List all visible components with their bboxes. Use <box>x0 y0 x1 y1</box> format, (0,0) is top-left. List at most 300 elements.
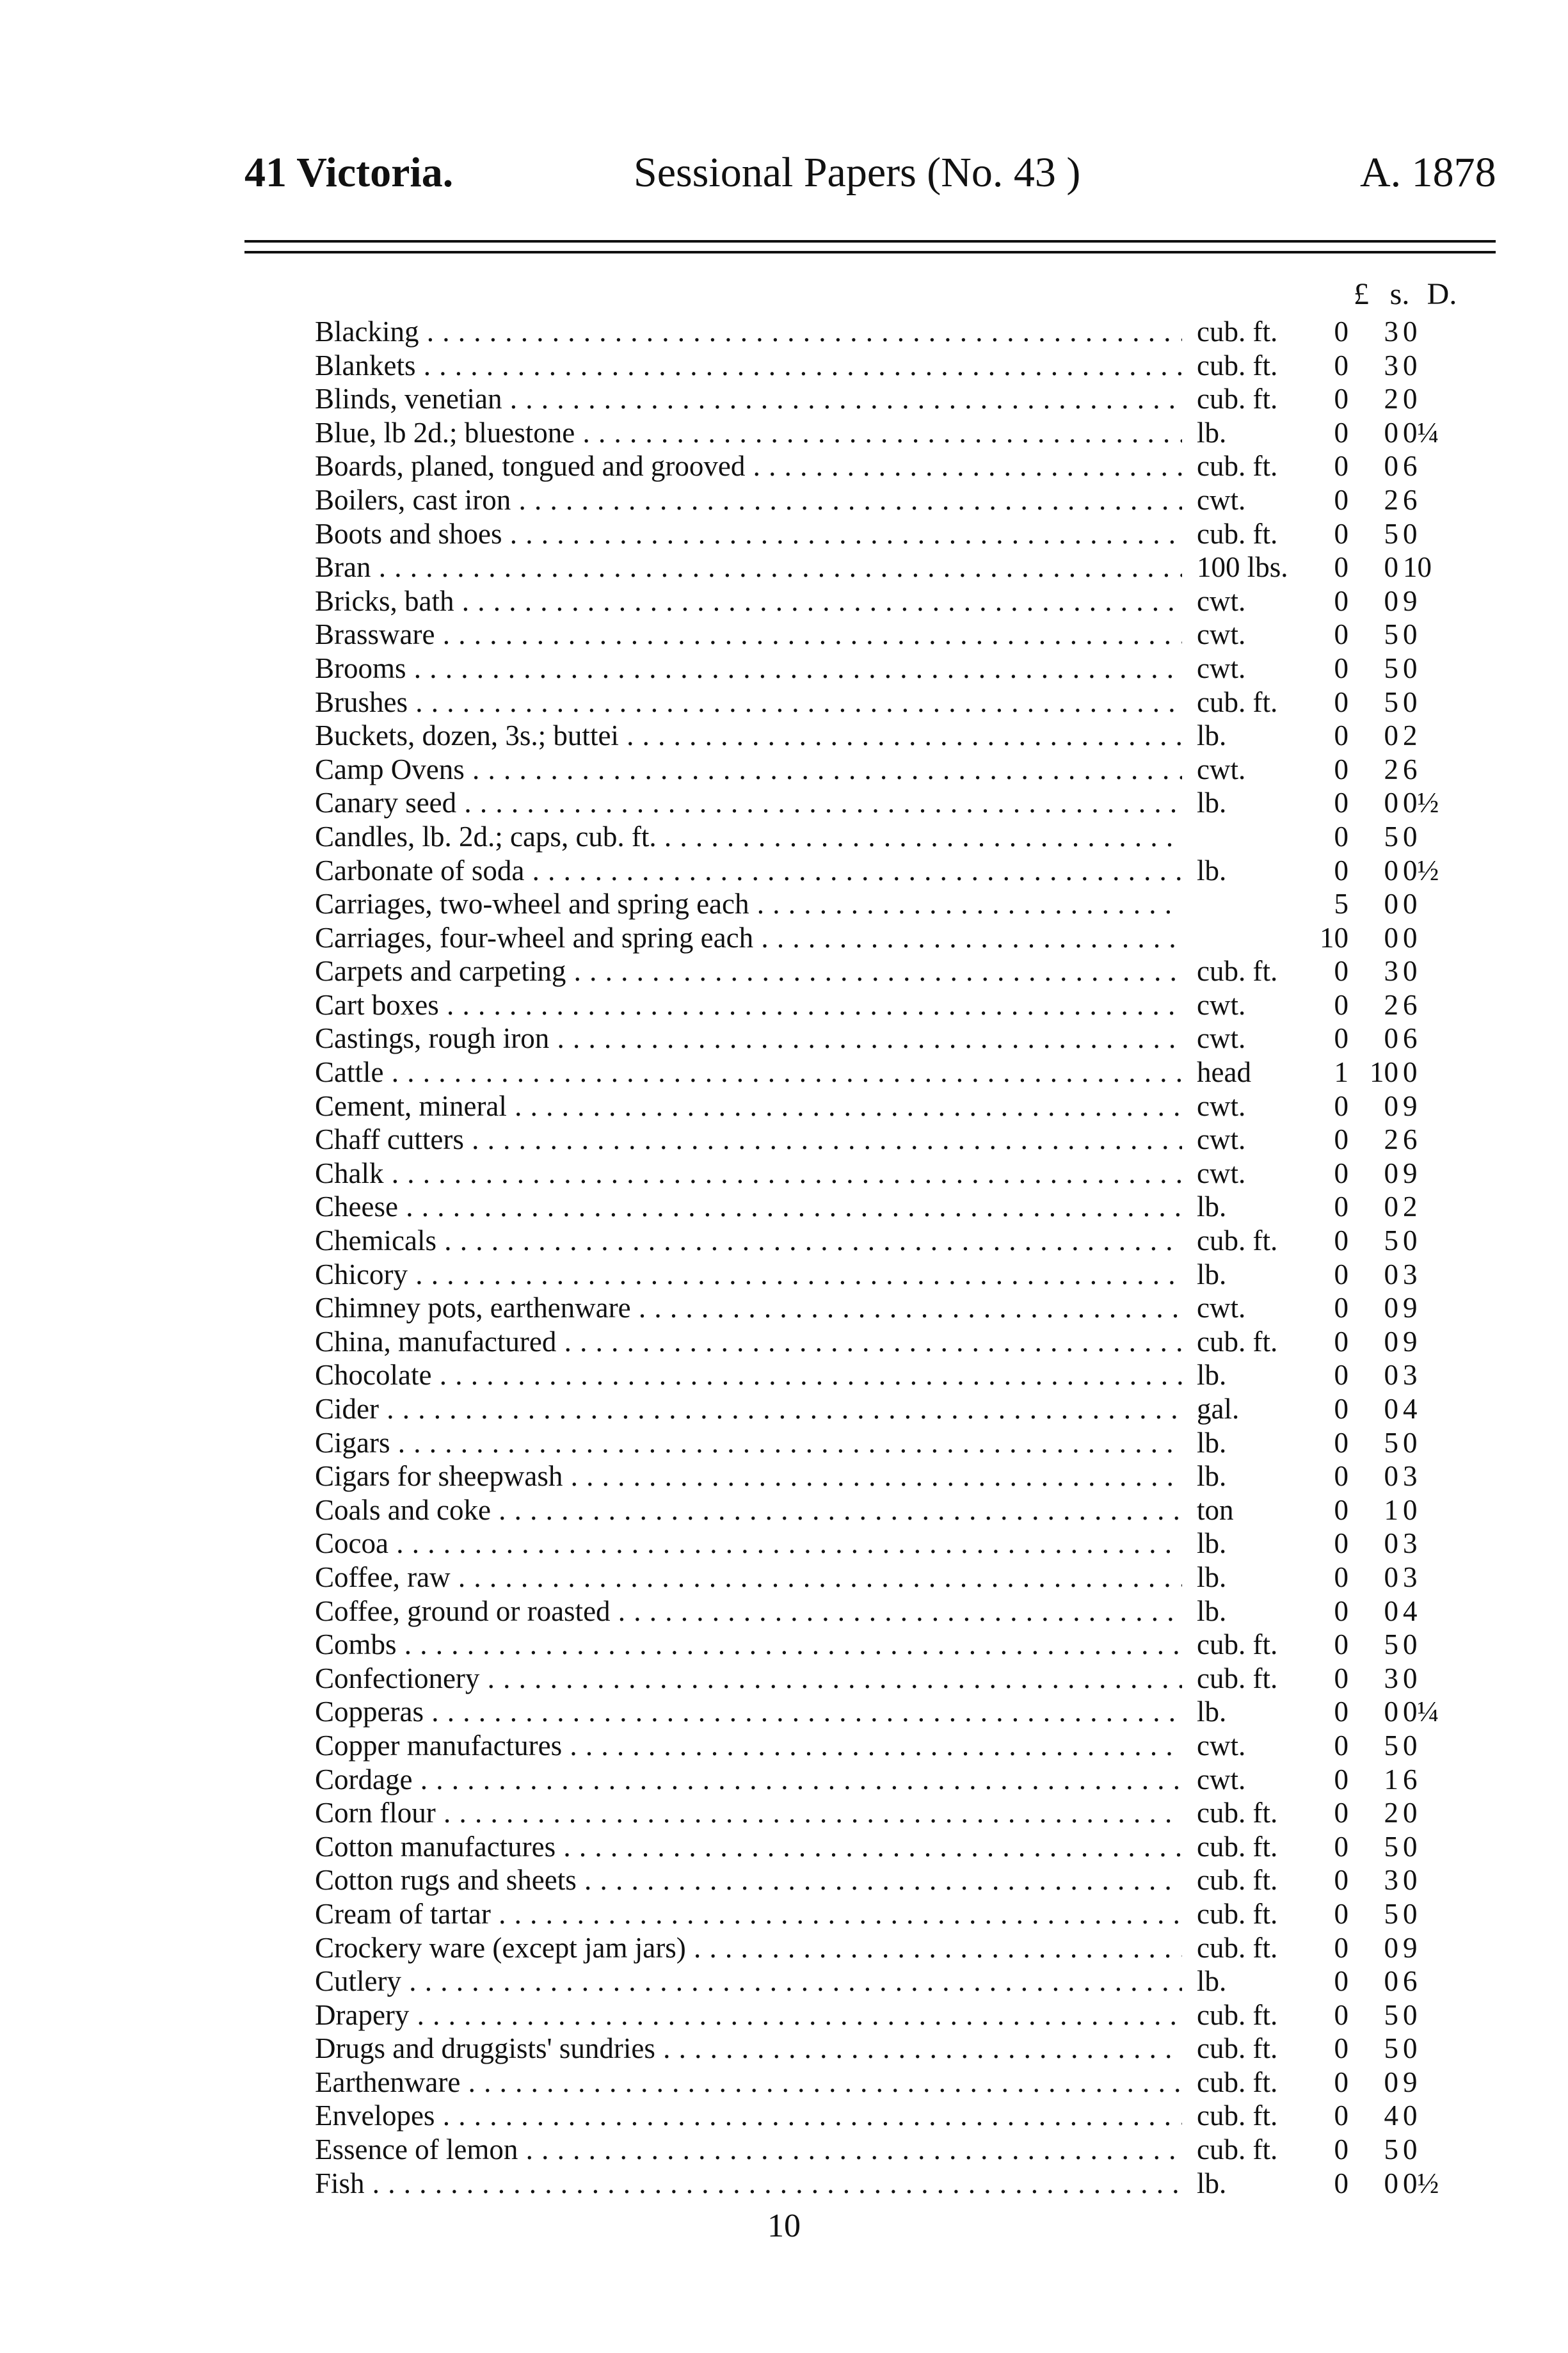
rate-pounds: 0 <box>1334 1897 1348 1930</box>
rate-shillings: 0 <box>1384 2066 1398 2098</box>
rate-shillings: 5 <box>1384 652 1398 684</box>
item-unit: cwt. <box>1197 1157 1325 1191</box>
item-name: Camp Ovens . . . <box>315 753 1182 787</box>
column-header-pence: D. <box>1427 277 1457 311</box>
rate-pounds: 0 <box>1334 1931 1348 1964</box>
rate-pounds: 0 <box>1334 988 1348 1021</box>
table-row <box>315 2167 1499 2201</box>
table-row <box>315 618 1499 652</box>
rate-pounds: 0 <box>1334 1157 1348 1189</box>
rate-pounds: 0 <box>1334 1426 1348 1459</box>
rate-pence: 0 <box>1403 383 1418 415</box>
table-row <box>315 753 1499 787</box>
rate-pounds: 0 <box>1334 1561 1348 1593</box>
item-name: Boots and shoes . . . <box>315 517 1182 551</box>
rate-shillings: 2 <box>1384 988 1398 1021</box>
item-name: Candles, lb. 2d.; caps, cub. ft. . . . <box>315 820 1182 854</box>
rate-pence: 6 <box>1403 1123 1418 1156</box>
rate-pounds: 0 <box>1334 2032 1348 2065</box>
table-row <box>315 1729 1499 1763</box>
rate-pounds: 0 <box>1334 316 1348 348</box>
rate-pence: 6 <box>1403 450 1418 483</box>
item-unit: lb. <box>1197 2167 1325 2201</box>
rate-shillings: 0 <box>1384 888 1398 920</box>
rate-shillings: 5 <box>1384 1426 1398 1459</box>
item-unit: cub. ft. <box>1197 2133 1325 2167</box>
rate-pounds: 0 <box>1334 517 1348 550</box>
item-unit: lb. <box>1197 1527 1325 1561</box>
header-title: Sessional Papers (No. 43 ) <box>634 149 1081 196</box>
item-unit: ton <box>1197 1493 1325 1527</box>
item-name: Bran . . . <box>315 550 1182 584</box>
item-unit: cub. ft. <box>1197 1897 1325 1931</box>
rate-pence: 6 <box>1403 1763 1418 1795</box>
table-row <box>315 1763 1499 1797</box>
tariff-table <box>315 315 1499 2200</box>
table-row <box>315 820 1499 854</box>
table-row <box>315 349 1499 383</box>
rate-pounds: 0 <box>1334 1998 1348 2031</box>
table-row <box>315 1459 1499 1493</box>
table-row <box>315 449 1499 483</box>
item-name: Carriages, four-wheel and spring each . . . <box>315 921 1182 955</box>
rate-pence: 0 <box>1403 1729 1418 1762</box>
rate-pounds: 0 <box>1334 719 1348 752</box>
item-unit: cub. ft. <box>1197 1662 1325 1696</box>
rate-pence: 6 <box>1403 1022 1418 1055</box>
rate-shillings: 5 <box>1384 820 1398 853</box>
item-unit: cub. ft. <box>1197 1931 1325 1965</box>
item-unit: cwt. <box>1197 483 1325 517</box>
rate-pence: 2 <box>1403 719 1418 752</box>
item-name: Cigars . . . <box>315 1426 1182 1460</box>
rate-shillings: 3 <box>1384 349 1398 381</box>
table-row <box>315 1224 1499 1258</box>
item-name: Cutlery . . . <box>315 1964 1182 1998</box>
rate-shillings: 0 <box>1384 1191 1398 1223</box>
rate-pounds: 0 <box>1334 551 1348 584</box>
table-row <box>315 1897 1499 1931</box>
rate-pence: 3 <box>1403 1561 1418 1593</box>
item-unit: cub. ft. <box>1197 2099 1325 2133</box>
item-name: Brushes . . . <box>315 686 1182 719</box>
rate-shillings: 3 <box>1384 316 1398 348</box>
rate-shillings: 0 <box>1384 1089 1398 1122</box>
table-row <box>315 988 1499 1022</box>
rate-pounds: 0 <box>1334 1628 1348 1661</box>
item-unit: cub. ft. <box>1197 1325 1325 1359</box>
item-name: Boilers, cast iron . . . <box>315 483 1182 517</box>
rate-pence: 0 <box>1403 1830 1418 1863</box>
item-unit: lb. <box>1197 1258 1325 1292</box>
table-row <box>315 1258 1499 1292</box>
item-name: Chicory . . . <box>315 1258 1182 1292</box>
rate-pounds: 1 <box>1334 1056 1348 1089</box>
table-row <box>315 315 1499 349</box>
rate-pounds: 0 <box>1334 1830 1348 1863</box>
item-unit: lb. <box>1197 854 1325 888</box>
item-name: Chaff cutters . . . <box>315 1123 1182 1157</box>
item-name: Chalk . . . <box>315 1157 1182 1191</box>
rate-shillings: 0 <box>1384 2167 1398 2199</box>
rate-shillings: 0 <box>1384 1965 1398 1998</box>
table-row <box>315 652 1499 686</box>
table-row <box>315 1561 1499 1594</box>
table-row <box>315 517 1499 551</box>
table-row <box>315 1863 1499 1897</box>
rate-shillings: 5 <box>1384 2032 1398 2065</box>
table-row <box>315 1594 1499 1628</box>
item-name: Coffee, ground or roasted . . . <box>315 1594 1182 1628</box>
rate-pence: 0 <box>1403 1426 1418 1459</box>
item-unit: lb. <box>1197 786 1325 820</box>
rate-pounds: 0 <box>1334 1797 1348 1829</box>
item-unit: cub. ft. <box>1197 2032 1325 2066</box>
item-unit: lb. <box>1197 416 1325 450</box>
item-name: Cordage . . . <box>315 1763 1182 1797</box>
rate-pence: 0½ <box>1403 2167 1439 2199</box>
table-row <box>315 584 1499 618</box>
rate-pence: 0 <box>1403 820 1418 853</box>
header-rule-top <box>244 240 1496 243</box>
rate-pence: 9 <box>1403 1931 1418 1964</box>
item-name: Confectionery . . . <box>315 1662 1182 1696</box>
rate-pence: 0 <box>1403 316 1418 348</box>
item-unit: cwt. <box>1197 652 1325 686</box>
rate-pounds: 0 <box>1334 416 1348 449</box>
rate-shillings: 0 <box>1384 1594 1398 1627</box>
item-name: Essence of lemon . . . <box>315 2133 1182 2167</box>
item-unit: lb. <box>1197 1561 1325 1594</box>
rate-pence: 9 <box>1403 1089 1418 1122</box>
rate-pounds: 5 <box>1334 888 1348 920</box>
header-volume: A. 1878 <box>1360 149 1496 196</box>
rate-shillings: 5 <box>1384 618 1398 651</box>
item-name: Cart boxes . . . <box>315 988 1182 1022</box>
table-row <box>315 416 1499 450</box>
rate-shillings: 2 <box>1384 483 1398 516</box>
item-name: Canary seed . . . <box>315 786 1182 820</box>
rate-shillings: 0 <box>1384 1157 1398 1189</box>
rate-shillings: 0 <box>1384 1561 1398 1593</box>
rate-shillings: 2 <box>1384 1797 1398 1829</box>
rate-shillings: 5 <box>1384 1729 1398 1762</box>
table-row <box>315 2032 1499 2066</box>
item-name: Corn flour . . . <box>315 1796 1182 1830</box>
rate-pounds: 0 <box>1334 1965 1348 1998</box>
rate-pence: 3 <box>1403 1527 1418 1560</box>
rate-pounds: 0 <box>1334 820 1348 853</box>
rate-shillings: 0 <box>1384 1393 1398 1425</box>
rate-pounds: 0 <box>1334 1258 1348 1290</box>
table-row <box>315 1493 1499 1527</box>
item-name: Earthenware . . . <box>315 2066 1182 2100</box>
rate-shillings: 5 <box>1384 1225 1398 1257</box>
item-unit: cwt. <box>1197 1763 1325 1797</box>
rate-pence: 0 <box>1403 1628 1418 1661</box>
item-unit: cub. ft. <box>1197 1830 1325 1864</box>
header-rule-bottom <box>244 251 1496 253</box>
rate-pounds: 0 <box>1334 1225 1348 1257</box>
rate-pence: 3 <box>1403 1359 1418 1392</box>
table-row <box>315 1157 1499 1191</box>
table-row <box>315 954 1499 988</box>
item-unit: cub. ft. <box>1197 686 1325 719</box>
item-unit: cub. ft. <box>1197 1796 1325 1830</box>
item-name: Envelopes . . . <box>315 2099 1182 2133</box>
rate-shillings: 0 <box>1384 1527 1398 1560</box>
item-unit: lb. <box>1197 1190 1325 1224</box>
item-name: Cattle . . . <box>315 1056 1182 1089</box>
item-name: Crockery ware (except jam jars) . . . <box>315 1931 1182 1965</box>
table-row <box>315 887 1499 921</box>
item-name: Cider . . . <box>315 1392 1182 1426</box>
item-unit: 100 lbs. <box>1197 550 1325 584</box>
header-year: 41 Victoria. <box>244 149 454 196</box>
table-row <box>315 483 1499 517</box>
rate-shillings: 0 <box>1384 1022 1398 1055</box>
rate-shillings: 5 <box>1384 1628 1398 1661</box>
rate-pence: 0 <box>1403 349 1418 381</box>
item-unit: lb. <box>1197 1695 1325 1729</box>
table-row <box>315 2133 1499 2167</box>
item-name: Coals and coke . . . <box>315 1493 1182 1527</box>
item-unit: cub. ft. <box>1197 449 1325 483</box>
rate-pounds: 0 <box>1334 1359 1348 1392</box>
rate-pounds: 0 <box>1334 1662 1348 1694</box>
item-name: Cigars for sheepwash . . . <box>315 1459 1182 1493</box>
table-row <box>315 1022 1499 1056</box>
item-unit: lb. <box>1197 1964 1325 1998</box>
rate-pence: 0 <box>1403 1225 1418 1257</box>
table-row <box>315 1426 1499 1460</box>
rate-pounds: 0 <box>1334 652 1348 684</box>
table-row <box>315 1190 1499 1224</box>
rate-shillings: 0 <box>1384 1258 1398 1290</box>
rate-pence: 9 <box>1403 1157 1418 1189</box>
rate-pounds: 0 <box>1334 618 1348 651</box>
item-name: Carriages, two-wheel and spring each . . . <box>315 887 1182 921</box>
item-name: Chimney pots, earthenware . . . <box>315 1291 1182 1325</box>
table-row <box>315 1662 1499 1696</box>
rate-pence: 0¼ <box>1403 416 1439 449</box>
item-name: Brooms . . . <box>315 652 1182 686</box>
item-unit: cwt. <box>1197 584 1325 618</box>
table-row <box>315 686 1499 719</box>
rate-pounds: 0 <box>1334 1123 1348 1156</box>
rate-pounds: 0 <box>1334 1729 1348 1762</box>
rate-pence: 6 <box>1403 1965 1418 1998</box>
rate-shillings: 5 <box>1384 2133 1398 2166</box>
rate-pounds: 0 <box>1334 450 1348 483</box>
item-name: Drapery . . . <box>315 1998 1182 2032</box>
rate-shillings: 0 <box>1384 551 1398 584</box>
item-unit: gal. <box>1197 1392 1325 1426</box>
item-unit: lb. <box>1197 1426 1325 1460</box>
rate-shillings: 0 <box>1384 1359 1398 1392</box>
rate-pence: 0 <box>1403 1998 1418 2031</box>
rate-shillings: 0 <box>1384 719 1398 752</box>
rate-pence: 0 <box>1403 2133 1418 2166</box>
rate-shillings: 3 <box>1384 955 1398 988</box>
item-name: Cocoa . . . <box>315 1527 1182 1561</box>
rate-pence: 0 <box>1403 618 1418 651</box>
rate-pence: 4 <box>1403 1594 1418 1627</box>
table-row <box>315 1830 1499 1864</box>
table-row <box>315 382 1499 416</box>
item-unit: cwt. <box>1197 1089 1325 1123</box>
item-name: Chemicals . . . <box>315 1224 1182 1258</box>
rate-shillings: 0 <box>1384 787 1398 819</box>
item-unit: cub. ft. <box>1197 382 1325 416</box>
table-row <box>315 1392 1499 1426</box>
rate-pence: 9 <box>1403 2066 1418 2098</box>
rate-pence: 0 <box>1403 517 1418 550</box>
rate-shillings: 4 <box>1384 2100 1398 2132</box>
table-row <box>315 550 1499 584</box>
item-name: Fish . . . <box>315 2167 1182 2201</box>
item-name: Chocolate . . . <box>315 1358 1182 1392</box>
rate-pence: 0 <box>1403 2032 1418 2065</box>
column-header-shillings: s. <box>1389 277 1410 311</box>
item-name: Buckets, dozen, 3s.; buttei . . . <box>315 719 1182 753</box>
rate-pounds: 0 <box>1334 854 1348 887</box>
item-unit: cub. ft. <box>1197 1628 1325 1662</box>
table-row <box>315 1998 1499 2032</box>
table-row <box>315 1123 1499 1157</box>
rate-pence: 0 <box>1403 1493 1418 1526</box>
rate-pence: 3 <box>1403 1258 1418 1290</box>
item-unit: cwt. <box>1197 753 1325 787</box>
rate-pence: 0½ <box>1403 787 1439 819</box>
rate-pounds: 0 <box>1334 1089 1348 1122</box>
rate-shillings: 1 <box>1384 1493 1398 1526</box>
rate-pounds: 0 <box>1334 1191 1348 1223</box>
item-name: Cream of tartar . . . <box>315 1897 1182 1931</box>
table-row <box>315 719 1499 753</box>
item-name: Combs . . . <box>315 1628 1182 1662</box>
rate-pence: 0 <box>1403 955 1418 988</box>
rate-pounds: 0 <box>1334 2066 1348 2098</box>
item-name: Copperas . . . <box>315 1695 1182 1729</box>
rate-shillings: 3 <box>1384 1662 1398 1694</box>
rate-shillings: 0 <box>1384 921 1398 954</box>
rate-pounds: 0 <box>1334 2100 1348 2132</box>
rate-pounds: 0 <box>1334 1393 1348 1425</box>
rate-pounds: 0 <box>1334 2167 1348 2199</box>
rate-shillings: 10 <box>1370 1056 1398 1089</box>
item-name: Cotton manufactures . . . <box>315 1830 1182 1864</box>
rate-pence: 2 <box>1403 1191 1418 1223</box>
rate-pence: 6 <box>1403 483 1418 516</box>
item-unit: cub. ft. <box>1197 1863 1325 1897</box>
item-name: Blacking . . . <box>315 315 1182 349</box>
item-unit: lb. <box>1197 1459 1325 1493</box>
rate-pence: 9 <box>1403 1292 1418 1324</box>
item-unit: cub. ft. <box>1197 315 1325 349</box>
rate-pounds: 0 <box>1334 1763 1348 1795</box>
item-name: Copper manufactures . . . <box>315 1729 1182 1763</box>
rate-pounds: 0 <box>1334 1594 1348 1627</box>
rate-pounds: 0 <box>1334 1022 1348 1055</box>
table-row <box>315 1931 1499 1965</box>
item-name: Cotton rugs and sheets . . . <box>315 1863 1182 1897</box>
rate-pence: 0 <box>1403 652 1418 684</box>
rate-pence: 9 <box>1403 584 1418 617</box>
rate-pence: 0 <box>1403 1797 1418 1829</box>
rate-pence: 0 <box>1403 1662 1418 1694</box>
table-row <box>315 1628 1499 1662</box>
table-row <box>315 1796 1499 1830</box>
rate-shillings: 0 <box>1384 1460 1398 1493</box>
rate-shillings: 5 <box>1384 686 1398 718</box>
rate-pence: 0 <box>1403 686 1418 718</box>
item-unit: cub. ft. <box>1197 517 1325 551</box>
item-unit: cwt. <box>1197 1291 1325 1325</box>
rate-pence: 0 <box>1403 2100 1418 2132</box>
item-name: Carpets and carpeting . . . <box>315 954 1182 988</box>
table-row <box>315 1358 1499 1392</box>
item-name: Boards, planed, tongued and grooved . . . <box>315 449 1182 483</box>
item-unit: head <box>1197 1056 1325 1089</box>
table-row <box>315 1695 1499 1729</box>
rate-pounds: 0 <box>1334 1292 1348 1324</box>
rate-pounds: 0 <box>1334 1527 1348 1560</box>
rate-pence: 0 <box>1403 1864 1418 1897</box>
item-name: Blinds, venetian . . . <box>315 382 1182 416</box>
rate-pence: 4 <box>1403 1393 1418 1425</box>
table-row <box>315 2066 1499 2100</box>
item-name: Coffee, raw . . . <box>315 1561 1182 1594</box>
table-row <box>315 786 1499 820</box>
table-row <box>315 2099 1499 2133</box>
rate-shillings: 0 <box>1384 1931 1398 1964</box>
rate-shillings: 0 <box>1384 416 1398 449</box>
item-unit: cwt. <box>1197 1123 1325 1157</box>
table-row <box>315 1291 1499 1325</box>
rate-shillings: 0 <box>1384 1292 1398 1324</box>
rate-pence: 10 <box>1403 551 1432 584</box>
rate-shillings: 0 <box>1384 450 1398 483</box>
rate-pence: 0 <box>1403 1056 1418 1089</box>
item-name: Brassware . . . <box>315 618 1182 652</box>
rate-pounds: 0 <box>1334 1325 1348 1358</box>
rate-pounds: 0 <box>1334 2133 1348 2166</box>
rate-shillings: 1 <box>1384 1763 1398 1795</box>
rate-pence: 9 <box>1403 1325 1418 1358</box>
column-headers <box>0 275 1568 314</box>
rate-shillings: 5 <box>1384 1830 1398 1863</box>
item-name: Castings, rough iron . . . <box>315 1022 1182 1056</box>
rate-shillings: 0 <box>1384 854 1398 887</box>
rate-pence: 6 <box>1403 753 1418 785</box>
rate-shillings: 3 <box>1384 1864 1398 1897</box>
rate-pounds: 0 <box>1334 1864 1348 1897</box>
page-header <box>0 147 1568 218</box>
item-unit: cub. ft. <box>1197 1224 1325 1258</box>
rate-pence: 3 <box>1403 1460 1418 1493</box>
rate-shillings: 5 <box>1384 517 1398 550</box>
rate-pounds: 0 <box>1334 483 1348 516</box>
item-name: China, manufactured . . . <box>315 1325 1182 1359</box>
page-number: 10 <box>767 2208 801 2244</box>
rate-pence: 0 <box>1403 888 1418 920</box>
table-row <box>315 1089 1499 1123</box>
rate-pounds: 0 <box>1334 1696 1348 1728</box>
item-unit: cub. ft. <box>1197 954 1325 988</box>
table-row <box>315 854 1499 888</box>
rate-shillings: 0 <box>1384 584 1398 617</box>
